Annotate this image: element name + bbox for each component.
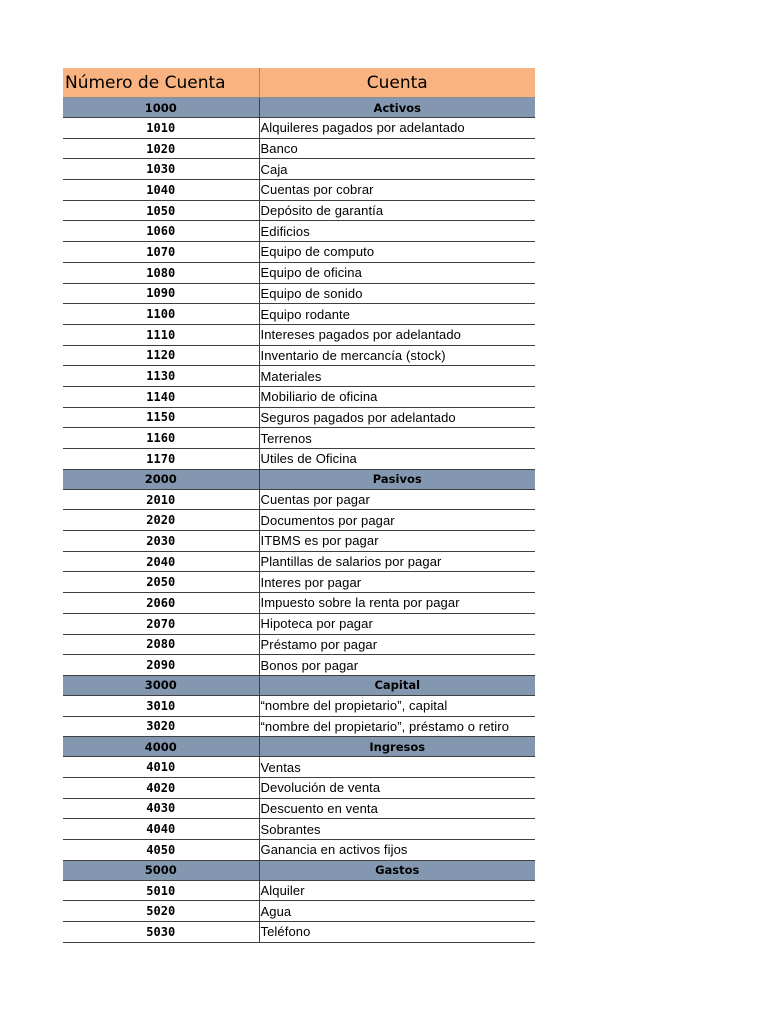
header-account-number: Número de Cuenta bbox=[63, 68, 259, 98]
account-number-cell: 2050 bbox=[63, 572, 259, 593]
table-row bbox=[63, 428, 535, 449]
table-row bbox=[63, 138, 535, 159]
account-number-cell: 3010 bbox=[63, 695, 259, 716]
account-number-cell: 5030 bbox=[63, 922, 259, 943]
table-row bbox=[63, 366, 535, 387]
table-row bbox=[63, 777, 535, 798]
account-name-cell: Hipoteca por pagar bbox=[259, 613, 535, 634]
account-number-cell: 2020 bbox=[63, 510, 259, 531]
account-name-cell: Cuentas por cobrar bbox=[259, 180, 535, 201]
account-name-cell: Descuento en venta bbox=[259, 798, 535, 819]
table-row bbox=[63, 180, 535, 201]
account-number-cell: 3020 bbox=[63, 716, 259, 737]
account-number-cell: 1160 bbox=[63, 428, 259, 449]
table-row bbox=[63, 262, 535, 283]
table-row bbox=[63, 386, 535, 407]
account-number-cell: 1100 bbox=[63, 304, 259, 325]
account-name-cell: Impuesto sobre la renta por pagar bbox=[259, 593, 535, 614]
table-row bbox=[63, 531, 535, 552]
table-row bbox=[63, 613, 535, 634]
account-name-cell: Cuentas por pagar bbox=[259, 489, 535, 510]
table-row bbox=[63, 283, 535, 304]
table-row bbox=[63, 901, 535, 922]
account-name-cell: Préstamo por pagar bbox=[259, 634, 535, 655]
account-number-cell: 2030 bbox=[63, 531, 259, 552]
account-number-cell: 2010 bbox=[63, 489, 259, 510]
table-row bbox=[63, 449, 535, 470]
table-row bbox=[63, 551, 535, 572]
table-row bbox=[63, 118, 535, 139]
table-row bbox=[63, 819, 535, 840]
account-number-cell: 1010 bbox=[63, 118, 259, 139]
account-name-cell: Equipo de oficina bbox=[259, 262, 535, 283]
account-number-cell: 1020 bbox=[63, 138, 259, 159]
account-name-cell: Teléfono bbox=[259, 922, 535, 943]
account-name-cell: Alquiler bbox=[259, 880, 535, 901]
account-number-cell: 5010 bbox=[63, 880, 259, 901]
chart-of-accounts-table bbox=[63, 68, 535, 943]
account-number-cell: 1030 bbox=[63, 159, 259, 180]
account-name-cell: Intereses pagados por adelantado bbox=[259, 324, 535, 345]
account-name-cell: Seguros pagados por adelantado bbox=[259, 407, 535, 428]
section-name-cell: Capital bbox=[259, 675, 535, 695]
table-row bbox=[63, 757, 535, 778]
account-number-cell: 2040 bbox=[63, 551, 259, 572]
table-row bbox=[63, 655, 535, 676]
section-name-cell: Pasivos bbox=[259, 469, 535, 489]
section-header-row bbox=[63, 860, 535, 880]
account-name-cell: Equipo rodante bbox=[259, 304, 535, 325]
account-number-cell: 2070 bbox=[63, 613, 259, 634]
account-name-cell: ITBMS es por pagar bbox=[259, 531, 535, 552]
section-number-cell: 1000 bbox=[63, 98, 259, 118]
section-header-row bbox=[63, 98, 535, 118]
section-header-row bbox=[63, 675, 535, 695]
account-number-cell: 1150 bbox=[63, 407, 259, 428]
account-name-cell: Ventas bbox=[259, 757, 535, 778]
table-row bbox=[63, 840, 535, 861]
account-name-cell: Bonos por pagar bbox=[259, 655, 535, 676]
header-account-name: Cuenta bbox=[259, 68, 535, 98]
table-row bbox=[63, 798, 535, 819]
account-name-cell: Interes por pagar bbox=[259, 572, 535, 593]
table-row bbox=[63, 200, 535, 221]
account-number-cell: 1130 bbox=[63, 366, 259, 387]
account-number-cell: 1090 bbox=[63, 283, 259, 304]
account-name-cell: Ganancia en activos fijos bbox=[259, 840, 535, 861]
account-number-cell: 4030 bbox=[63, 798, 259, 819]
table-row bbox=[63, 593, 535, 614]
table-row bbox=[63, 572, 535, 593]
account-name-cell: Utiles de Oficina bbox=[259, 449, 535, 470]
section-name-cell: Ingresos bbox=[259, 737, 535, 757]
account-number-cell: 4040 bbox=[63, 819, 259, 840]
account-number-cell: 1070 bbox=[63, 242, 259, 263]
account-number-cell: 1170 bbox=[63, 449, 259, 470]
account-name-cell: Documentos por pagar bbox=[259, 510, 535, 531]
table-row bbox=[63, 510, 535, 531]
account-name-cell: Terrenos bbox=[259, 428, 535, 449]
section-name-cell: Gastos bbox=[259, 860, 535, 880]
section-number-cell: 4000 bbox=[63, 737, 259, 757]
table-row bbox=[63, 880, 535, 901]
section-number-cell: 2000 bbox=[63, 469, 259, 489]
account-number-cell: 1080 bbox=[63, 262, 259, 283]
account-name-cell: Inventario de mercancía (stock) bbox=[259, 345, 535, 366]
account-name-cell: Equipo de sonido bbox=[259, 283, 535, 304]
table-row bbox=[63, 489, 535, 510]
account-number-cell: 2080 bbox=[63, 634, 259, 655]
table-row bbox=[63, 304, 535, 325]
account-name-cell: Materiales bbox=[259, 366, 535, 387]
table-row bbox=[63, 345, 535, 366]
account-number-cell: 1040 bbox=[63, 180, 259, 201]
account-name-cell: Devolución de venta bbox=[259, 777, 535, 798]
account-name-cell: Agua bbox=[259, 901, 535, 922]
account-number-cell: 4010 bbox=[63, 757, 259, 778]
account-name-cell: Alquileres pagados por adelantado bbox=[259, 118, 535, 139]
account-name-cell: Edificios bbox=[259, 221, 535, 242]
table-row bbox=[63, 407, 535, 428]
account-number-cell: 1120 bbox=[63, 345, 259, 366]
table-row bbox=[63, 242, 535, 263]
account-name-cell: Mobiliario de oficina bbox=[259, 386, 535, 407]
account-number-cell: 1050 bbox=[63, 200, 259, 221]
account-name-cell: Sobrantes bbox=[259, 819, 535, 840]
table-row bbox=[63, 159, 535, 180]
account-name-cell: “nombre del propietario”, capital bbox=[259, 695, 535, 716]
table-row bbox=[63, 324, 535, 345]
account-number-cell: 5020 bbox=[63, 901, 259, 922]
account-name-cell: Equipo de computo bbox=[259, 242, 535, 263]
account-name-cell: Depósito de garantía bbox=[259, 200, 535, 221]
table-row bbox=[63, 716, 535, 737]
table-row bbox=[63, 922, 535, 943]
account-name-cell: Caja bbox=[259, 159, 535, 180]
account-number-cell: 1110 bbox=[63, 324, 259, 345]
section-number-cell: 3000 bbox=[63, 675, 259, 695]
account-number-cell: 4050 bbox=[63, 840, 259, 861]
table-row bbox=[63, 221, 535, 242]
table-header-row bbox=[63, 68, 535, 98]
table-row bbox=[63, 695, 535, 716]
section-header-row bbox=[63, 469, 535, 489]
table-body bbox=[63, 68, 535, 942]
section-name-cell: Activos bbox=[259, 98, 535, 118]
account-number-cell: 1140 bbox=[63, 386, 259, 407]
account-number-cell: 2060 bbox=[63, 593, 259, 614]
account-number-cell: 2090 bbox=[63, 655, 259, 676]
account-name-cell: Plantillas de salarios por pagar bbox=[259, 551, 535, 572]
account-name-cell: “nombre del propietario”, préstamo o retiro bbox=[259, 716, 535, 737]
account-number-cell: 1060 bbox=[63, 221, 259, 242]
account-name-cell: Banco bbox=[259, 138, 535, 159]
account-number-cell: 4020 bbox=[63, 777, 259, 798]
table-row bbox=[63, 634, 535, 655]
section-number-cell: 5000 bbox=[63, 860, 259, 880]
section-header-row bbox=[63, 737, 535, 757]
